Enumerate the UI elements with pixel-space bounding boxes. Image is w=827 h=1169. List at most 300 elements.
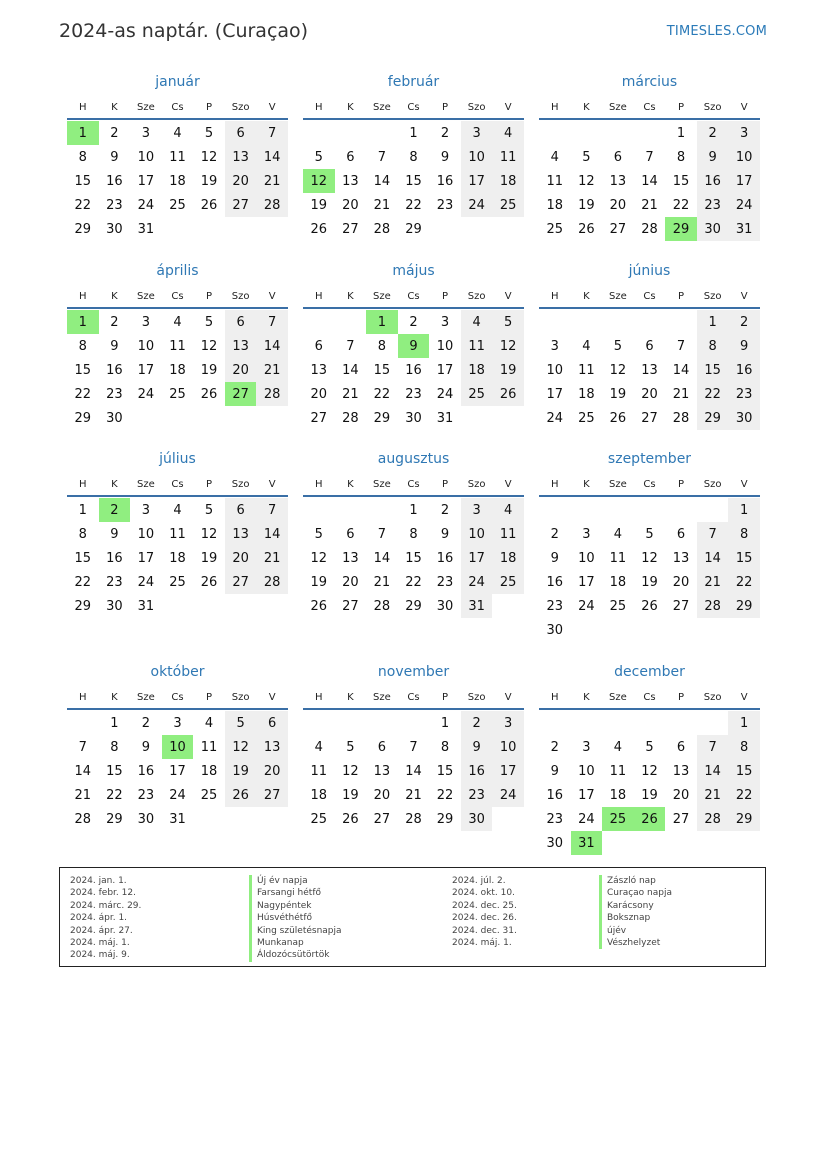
weekend-day-cell: 7 <box>256 121 288 145</box>
day-cell: 25 <box>546 221 564 237</box>
legend-holiday-name: Húsvéthétfő <box>249 912 342 924</box>
day-cell: 6 <box>314 338 323 354</box>
weekday-label: Cs <box>171 101 184 113</box>
weekday-header <box>303 96 524 120</box>
day-cell: 24 <box>578 598 595 614</box>
day-cell: 8 <box>409 526 418 542</box>
day-cell: 26 <box>200 574 218 590</box>
weekday-label: K <box>583 691 590 703</box>
month-name: december <box>614 664 685 680</box>
day-cell: 21 <box>342 386 359 402</box>
day-cell: 22 <box>405 197 422 213</box>
brand-link[interactable]: TIMESLES.COM <box>666 24 767 39</box>
weekend-day-cell: 4 <box>492 121 524 145</box>
weekend-day-cell: 21 <box>697 570 729 594</box>
day-cell: 13 <box>310 362 328 378</box>
day-cell: 28 <box>672 410 690 426</box>
weekend-day-cell: 12 <box>492 334 524 358</box>
day-cell: 17 <box>546 386 564 402</box>
day-cell: 10 <box>578 763 595 779</box>
day-cell: 18 <box>578 386 595 402</box>
weekday-label: K <box>347 101 354 113</box>
weekend-day-cell: 1 <box>728 498 760 522</box>
weekday-label: P <box>678 290 685 302</box>
weekend-day-cell: 6 <box>225 310 257 334</box>
weekday-header <box>67 96 288 120</box>
weekday-label: P <box>678 101 685 113</box>
day-cell: 28 <box>405 811 422 827</box>
day-cell: 9 <box>110 338 119 354</box>
day-cell: 30 <box>436 598 454 614</box>
day-cell: 27 <box>641 410 658 426</box>
day-cell: 22 <box>74 197 92 213</box>
day-cell: 27 <box>672 811 690 827</box>
weekend-day-cell: 7 <box>256 498 288 522</box>
weekend-day-cell: 6 <box>225 121 257 145</box>
weekend-day-cell: 14 <box>697 546 729 570</box>
empty-cell <box>366 498 398 522</box>
day-cell: 23 <box>106 386 123 402</box>
day-cell: 21 <box>74 787 92 803</box>
weekday-label: Sze <box>609 290 627 302</box>
day-cell: 13 <box>641 362 658 378</box>
weekend-day-cell: 29 <box>728 807 760 831</box>
day-cell: 18 <box>546 197 564 213</box>
weekend-day-cell: 23 <box>697 193 729 217</box>
day-cell: 2 <box>440 125 450 141</box>
day-grid <box>303 120 524 241</box>
weekday-label: Cs <box>171 691 184 703</box>
weekend-day-cell: 20 <box>256 759 288 783</box>
weekday-header <box>67 285 288 309</box>
legend-date: 2024. máj. 9. <box>70 950 130 961</box>
day-cell: 25 <box>310 811 328 827</box>
holiday-day-cell: 1 <box>366 310 398 334</box>
day-cell: 16 <box>436 550 454 566</box>
legend-date: 2024. dec. 26. <box>452 913 517 924</box>
day-cell: 23 <box>106 574 123 590</box>
weekend-day-cell: 31 <box>728 217 760 241</box>
weekday-label: H <box>551 691 559 703</box>
weekend-day-cell: 16 <box>461 759 493 783</box>
day-cell: 2 <box>550 526 559 542</box>
day-cell: 6 <box>645 338 654 354</box>
weekday-label: V <box>504 101 512 113</box>
day-cell: 4 <box>314 739 323 755</box>
weekend-day-cell: 5 <box>225 711 257 735</box>
empty-cell <box>303 498 335 522</box>
weekday-label: P <box>442 691 449 703</box>
month-block <box>67 658 288 831</box>
weekend-day-cell: 28 <box>256 570 288 594</box>
day-cell: 9 <box>550 763 559 779</box>
day-cell: 19 <box>578 197 595 213</box>
day-cell: 2 <box>110 314 119 330</box>
weekday-label: K <box>347 478 354 490</box>
weekend-day-cell: 23 <box>461 783 493 807</box>
day-cell: 12 <box>609 362 627 378</box>
day-cell: 21 <box>405 787 422 803</box>
legend-holiday-name: Zászló nap <box>599 875 672 887</box>
weekend-day-cell: 17 <box>461 169 493 193</box>
month-name: január <box>155 74 200 90</box>
day-cell: 27 <box>342 221 359 237</box>
day-cell: 16 <box>436 173 454 189</box>
day-cell: 26 <box>310 598 328 614</box>
day-cell: 26 <box>342 811 359 827</box>
weekday-header <box>303 473 524 497</box>
weekend-day-cell: 13 <box>225 522 257 546</box>
day-cell: 7 <box>377 526 387 542</box>
day-cell: 24 <box>436 386 454 402</box>
day-cell: 22 <box>373 386 391 402</box>
weekend-day-cell: 2 <box>697 121 729 145</box>
day-cell: 10 <box>137 338 155 354</box>
month-name: március <box>621 74 678 90</box>
weekend-day-cell: 25 <box>492 570 524 594</box>
weekend-day-cell: 26 <box>225 783 257 807</box>
day-cell: 29 <box>74 410 92 426</box>
day-cell: 19 <box>200 550 218 566</box>
empty-cell <box>303 121 335 145</box>
weekend-day-cell: 17 <box>461 546 493 570</box>
weekend-day-cell: 7 <box>256 310 288 334</box>
weekend-day-cell: 14 <box>256 145 288 169</box>
weekend-day-cell: 27 <box>225 193 257 217</box>
empty-cell <box>366 711 398 735</box>
weekday-header <box>303 686 524 710</box>
day-cell: 12 <box>578 173 595 189</box>
weekend-day-cell: 14 <box>697 759 729 783</box>
day-cell: 1 <box>78 502 87 518</box>
day-cell: 26 <box>310 221 328 237</box>
weekend-day-cell: 18 <box>461 358 493 382</box>
day-cell: 29 <box>74 221 92 237</box>
weekend-day-cell: 9 <box>461 735 493 759</box>
day-grid <box>539 497 760 642</box>
weekday-label: V <box>504 290 512 302</box>
weekday-label: K <box>111 478 118 490</box>
day-cell: 14 <box>641 173 658 189</box>
day-cell: 27 <box>310 410 328 426</box>
day-cell: 5 <box>314 149 323 165</box>
day-cell: 11 <box>169 338 186 354</box>
weekday-label: P <box>206 101 213 113</box>
day-cell: 14 <box>672 362 690 378</box>
weekday-label: H <box>315 290 323 302</box>
empty-cell <box>634 498 666 522</box>
empty-cell <box>571 310 603 334</box>
day-cell: 13 <box>342 173 359 189</box>
day-cell: 5 <box>204 502 214 518</box>
weekday-header <box>67 686 288 710</box>
holiday-day-cell: 12 <box>303 169 335 193</box>
weekend-day-cell: 20 <box>225 358 257 382</box>
empty-cell <box>602 711 634 735</box>
weekend-day-cell: 3 <box>461 498 493 522</box>
month-block <box>67 445 288 618</box>
day-cell: 18 <box>310 787 328 803</box>
month-name: szeptember <box>607 451 692 467</box>
weekend-day-cell: 28 <box>256 193 288 217</box>
day-cell: 19 <box>310 197 328 213</box>
day-cell: 7 <box>409 739 418 755</box>
day-cell: 22 <box>106 787 123 803</box>
empty-cell <box>539 498 571 522</box>
month-block <box>303 658 524 831</box>
weekday-label: V <box>268 101 276 113</box>
day-cell: 22 <box>672 197 690 213</box>
day-cell: 15 <box>405 550 422 566</box>
weekend-day-cell: 13 <box>256 735 288 759</box>
day-cell: 21 <box>373 574 391 590</box>
day-cell: 19 <box>310 574 328 590</box>
holiday-day-cell: 2 <box>99 498 131 522</box>
weekday-label: Cs <box>643 478 656 490</box>
day-cell: 14 <box>373 550 391 566</box>
weekday-header <box>539 686 760 710</box>
holiday-day-cell: 31 <box>571 831 603 855</box>
legend-holiday-name: Boksznap <box>599 912 672 924</box>
weekend-day-cell: 15 <box>728 546 760 570</box>
weekday-label: Cs <box>171 290 184 302</box>
day-cell: 8 <box>78 149 87 165</box>
weekday-label: H <box>79 101 87 113</box>
day-cell: 4 <box>173 502 182 518</box>
legend-date: 2024. máj. 1. <box>452 937 512 948</box>
weekend-day-cell: 28 <box>697 594 729 618</box>
weekday-label: Szo <box>703 290 722 302</box>
day-cell: 21 <box>672 386 690 402</box>
day-cell: 24 <box>137 574 155 590</box>
weekend-day-cell: 22 <box>728 570 760 594</box>
empty-cell <box>303 711 335 735</box>
day-cell: 14 <box>405 763 422 779</box>
weekday-label: H <box>551 290 559 302</box>
empty-cell <box>398 711 430 735</box>
weekend-day-cell: 24 <box>461 570 493 594</box>
day-cell: 28 <box>373 598 391 614</box>
weekend-day-cell: 21 <box>256 169 288 193</box>
weekend-day-cell: 11 <box>492 522 524 546</box>
day-cell: 15 <box>74 173 92 189</box>
empty-cell <box>366 121 398 145</box>
day-cell: 17 <box>578 574 595 590</box>
day-cell: 6 <box>613 149 623 165</box>
weekend-day-cell: 30 <box>697 217 729 241</box>
day-cell: 1 <box>409 125 418 141</box>
weekday-label: P <box>442 101 449 113</box>
weekend-day-cell: 24 <box>728 193 760 217</box>
day-cell: 3 <box>141 125 151 141</box>
empty-cell <box>539 121 571 145</box>
day-cell: 25 <box>169 197 186 213</box>
day-cell: 30 <box>405 410 422 426</box>
day-cell: 23 <box>137 787 155 803</box>
holiday-day-cell: 1 <box>67 310 99 334</box>
day-cell: 18 <box>200 763 218 779</box>
day-cell: 20 <box>310 386 328 402</box>
day-cell: 12 <box>641 550 658 566</box>
day-cell: 5 <box>346 739 355 755</box>
day-cell: 15 <box>373 362 391 378</box>
weekday-label: P <box>678 478 685 490</box>
weekday-label: V <box>740 290 748 302</box>
day-cell: 29 <box>405 598 422 614</box>
day-cell: 13 <box>672 550 690 566</box>
day-cell: 22 <box>436 787 454 803</box>
empty-cell <box>697 711 729 735</box>
day-cell: 11 <box>609 550 627 566</box>
day-cell: 18 <box>169 362 186 378</box>
legend-right-names <box>599 875 672 949</box>
day-cell: 29 <box>373 410 391 426</box>
empty-cell <box>634 121 666 145</box>
weekday-label: Szo <box>231 691 250 703</box>
empty-cell <box>697 498 729 522</box>
day-cell: 3 <box>550 338 559 354</box>
day-cell: 1 <box>409 502 418 518</box>
day-grid <box>67 309 288 430</box>
day-cell: 10 <box>137 149 155 165</box>
day-cell: 26 <box>609 410 627 426</box>
weekday-label: P <box>442 478 449 490</box>
month-name: május <box>392 263 435 279</box>
day-cell: 4 <box>550 149 559 165</box>
weekday-label: H <box>551 101 559 113</box>
weekend-day-cell: 9 <box>728 334 760 358</box>
month-name: augusztus <box>377 451 450 467</box>
weekday-label: Cs <box>407 290 420 302</box>
legend-date: 2024. máj. 1. <box>70 937 130 948</box>
weekday-label: Szo <box>231 478 250 490</box>
day-cell: 3 <box>440 314 450 330</box>
legend-holiday-name: King születésnapja <box>249 925 342 937</box>
month-block <box>539 257 760 430</box>
empty-cell <box>602 121 634 145</box>
day-cell: 1 <box>440 715 450 731</box>
day-cell: 24 <box>137 197 155 213</box>
holiday-day-cell: 27 <box>225 382 257 406</box>
weekend-day-cell: 9 <box>697 145 729 169</box>
weekday-label: Cs <box>407 478 420 490</box>
day-cell: 13 <box>342 550 359 566</box>
day-cell: 27 <box>609 221 627 237</box>
weekday-header <box>539 285 760 309</box>
day-cell: 27 <box>342 598 359 614</box>
day-cell: 3 <box>141 314 151 330</box>
day-cell: 21 <box>641 197 658 213</box>
weekend-day-cell: 27 <box>256 783 288 807</box>
weekday-label: P <box>678 691 685 703</box>
weekday-label: K <box>347 691 354 703</box>
day-cell: 17 <box>137 550 155 566</box>
day-cell: 7 <box>645 149 654 165</box>
weekend-day-cell: 3 <box>492 711 524 735</box>
day-cell: 27 <box>672 598 690 614</box>
day-cell: 16 <box>106 173 123 189</box>
weekday-label: Szo <box>231 101 250 113</box>
day-cell: 29 <box>74 598 92 614</box>
month-block <box>539 445 760 642</box>
weekday-label: H <box>79 478 87 490</box>
day-cell: 1 <box>676 125 686 141</box>
weekend-day-cell: 18 <box>492 169 524 193</box>
weekday-label: H <box>315 691 323 703</box>
weekend-day-cell: 30 <box>728 406 760 430</box>
day-cell: 5 <box>613 338 623 354</box>
weekday-label: H <box>551 478 559 490</box>
weekday-label: Szo <box>467 290 486 302</box>
weekday-label: Sze <box>137 478 155 490</box>
legend-holiday-name: Farsangi hétfő <box>249 887 342 899</box>
day-cell: 3 <box>582 526 591 542</box>
empty-cell <box>539 310 571 334</box>
day-grid <box>303 309 524 430</box>
weekend-day-cell: 5 <box>492 310 524 334</box>
weekday-label: Cs <box>407 691 420 703</box>
weekday-label: Cs <box>643 101 656 113</box>
day-cell: 7 <box>377 149 387 165</box>
legend-date: 2024. ápr. 1. <box>70 913 128 924</box>
weekday-label: Szo <box>231 290 250 302</box>
weekday-label: Cs <box>407 101 420 113</box>
weekend-day-cell: 21 <box>697 783 729 807</box>
day-cell: 11 <box>310 763 328 779</box>
weekday-label: Sze <box>373 691 391 703</box>
empty-cell <box>602 498 634 522</box>
day-cell: 30 <box>106 221 123 237</box>
day-cell: 22 <box>405 574 422 590</box>
month-block <box>303 445 524 618</box>
day-cell: 12 <box>641 763 658 779</box>
holiday-legend <box>59 867 766 967</box>
day-cell: 9 <box>550 550 559 566</box>
weekend-day-cell: 31 <box>461 594 493 618</box>
day-cell: 16 <box>106 362 123 378</box>
day-cell: 11 <box>546 173 564 189</box>
day-cell: 4 <box>204 715 214 731</box>
weekend-day-cell: 22 <box>728 783 760 807</box>
weekday-header <box>303 285 524 309</box>
day-cell: 6 <box>346 149 355 165</box>
day-cell: 16 <box>106 550 123 566</box>
day-cell: 20 <box>609 197 627 213</box>
day-cell: 20 <box>342 197 359 213</box>
day-cell: 26 <box>200 386 218 402</box>
weekday-label: Cs <box>643 691 656 703</box>
weekend-day-cell: 2 <box>728 310 760 334</box>
weekday-header <box>539 473 760 497</box>
weekend-day-cell: 7 <box>697 522 729 546</box>
weekday-label: Sze <box>137 290 155 302</box>
empty-cell <box>571 711 603 735</box>
day-cell: 26 <box>578 221 595 237</box>
empty-cell <box>634 310 666 334</box>
day-grid <box>303 710 524 831</box>
day-cell: 19 <box>200 173 218 189</box>
weekday-label: V <box>268 691 276 703</box>
day-cell: 20 <box>672 787 690 803</box>
weekend-day-cell: 2 <box>461 711 493 735</box>
weekend-day-cell: 10 <box>492 735 524 759</box>
day-cell: 16 <box>405 362 422 378</box>
month-block <box>67 68 288 241</box>
weekday-label: Szo <box>703 478 722 490</box>
day-cell: 2 <box>550 739 559 755</box>
weekend-day-cell: 4 <box>461 310 493 334</box>
day-cell: 23 <box>436 197 454 213</box>
